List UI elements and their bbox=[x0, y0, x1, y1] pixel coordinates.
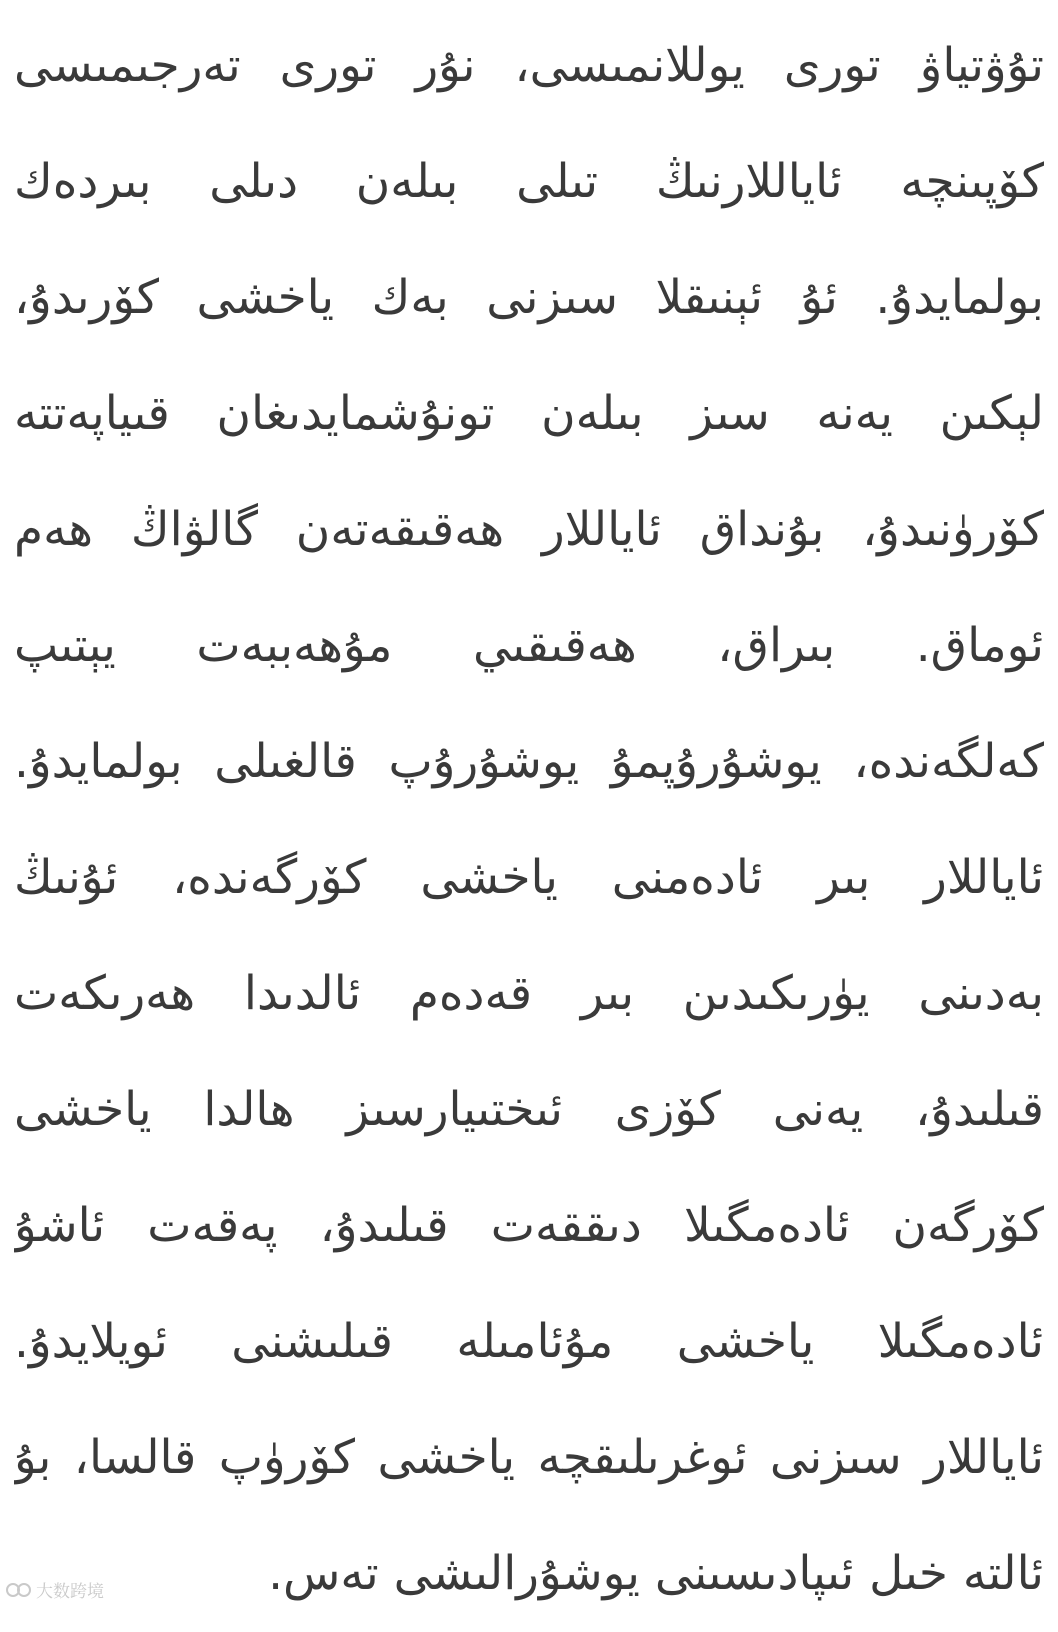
text-line-6: ئوماق. بىراق، ھەقىقىي مۇھەببەت يېتىپ bbox=[14, 618, 1044, 673]
text-line-12: ئادەمگىلا ياخشى مۇئامىلە قىلىشنى ئويلايدۇ. bbox=[14, 1314, 1044, 1369]
text-line-14: ئالتە خىل ئىپادىسىنى يوشۇرالىشى تەس. bbox=[268, 1546, 1044, 1601]
text-line-4: لېكىن يەنە سىز بىلەن تونۇشمايدىغان قىياپەتتە bbox=[14, 386, 1044, 441]
brand-logo-icon bbox=[6, 1580, 32, 1600]
text-line-8: ئاياللار بىر ئادەمنى ياخشى كۆرگەندە، ئۇنىڭ bbox=[14, 850, 1044, 905]
text-line-7: كەلگەندە، يوشۇرۇپمۇ يوشۇرۇپ قالغىلى بولمايدۇ. bbox=[14, 734, 1044, 789]
text-line-10: قىلىدۇ، يەنى كۆزى ئىختىيارسىز ھالدا ياخشى bbox=[14, 1082, 1044, 1137]
watermark bbox=[6, 1577, 104, 1602]
text-line-1: تۇۋتياۋ تورى يوللانمىسى، نۇر تورى تەرجىمىسى bbox=[14, 38, 1044, 93]
text-line-2: كۆپىنچە ئاياللارنىڭ تىلى بىلەن دىلى بىردەك bbox=[14, 154, 1044, 209]
text-line-13: ئاياللار سىزنى ئوغرىلىقچە ياخشى كۆرۈپ قالسا، بۇ bbox=[14, 1430, 1044, 1485]
text-line-11: كۆرگەن ئادەمگىلا دىققەت قىلىدۇ، پەقەت ئاشۇ bbox=[14, 1198, 1044, 1253]
text-line-3: بولمايدۇ. ئۇ ئېنىقلا سىزنى بەك ياخشى كۆرىدۇ، bbox=[14, 270, 1044, 325]
watermark-text: 大数跨境 bbox=[36, 1582, 104, 1602]
text-line-9: بەدىنى يۈرىكىدىن بىر قەدەم ئالدىدا ھەرىكەت bbox=[14, 966, 1044, 1021]
article-body bbox=[14, 8, 1044, 1632]
text-line-5: كۆرۈنىدۇ، بۇنداق ئاياللار ھەقىقەتەن گالۋاڭ ھەم bbox=[14, 502, 1044, 557]
